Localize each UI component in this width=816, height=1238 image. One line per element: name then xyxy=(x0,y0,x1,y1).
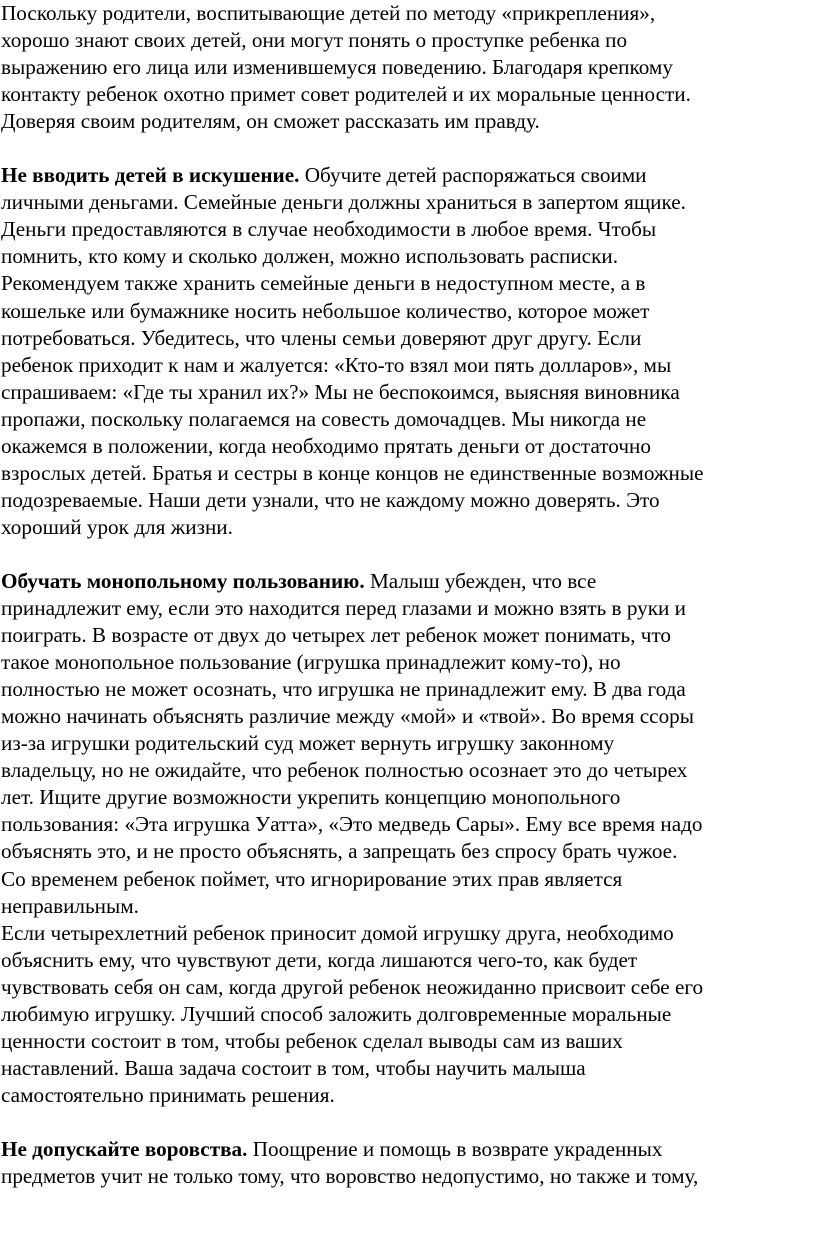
text-line: из-за игрушки родительский суд может вернуть игрушку законному xyxy=(1,731,615,756)
section-heading: Не вводить детей в искушение. xyxy=(1,163,300,188)
text-line: Если четырехлетний ребенок приносит домой игрушку друга, необходимо xyxy=(1,920,674,945)
text-line: поиграть. В возрасте от двух до четырех лет ребенок может понимать, что xyxy=(1,623,672,648)
section-heading: Не допускайте воровства. xyxy=(1,1136,248,1161)
text-line: наставлений. Ваша задача состоит в том, чтобы научить малыша xyxy=(1,1055,586,1080)
text-line: кошельке или бумажнике носить небольшое количество, которое может xyxy=(1,298,650,323)
text-run: Малыш убежден, что все xyxy=(364,568,597,593)
text-line: Поскольку родители, воспитывающие детей по методу «прикрепления», xyxy=(1,1,656,25)
text-line: выражению его лица или изменившемуся поведению. Благодаря крепкому xyxy=(1,55,673,80)
text-line: можно начинать объяснять различие между «мой» и «твой». Во время ссоры xyxy=(1,704,694,729)
section-theft xyxy=(1,1136,816,1190)
text-line: хороший урок для жизни. xyxy=(1,514,233,539)
text-line: объяснять это, и не просто объяснять, а запрещать без спросу брать чужое. xyxy=(1,839,678,864)
text-line: лет. Ищите другие возможности укрепить концепцию монопольного xyxy=(1,785,621,810)
text-line: контакту ребенок охотно примет совет родителей и их моральные ценности. xyxy=(1,82,691,107)
text-line: самостоятельно принимать решения. xyxy=(1,1082,335,1107)
text-line: личными деньгами. Семейные деньги должны храниться в запертом ящике. xyxy=(1,190,686,215)
text-line: объяснить ему, что чувствуют дети, когда лишаются чего-то, как будет xyxy=(1,947,638,972)
text-line: неправильным. xyxy=(1,893,139,918)
section-ownership xyxy=(1,568,816,1109)
text-line: принадлежит ему, если это находится перед глазами и можно взять в руки и xyxy=(1,596,687,621)
text-line: ценности состоит в том, чтобы ребенок сделал выводы сам из ваших xyxy=(1,1028,623,1053)
section-temptation xyxy=(1,162,816,541)
text-line: ребенок приходит к нам и жалуется: «Кто-то взял мои пять долларов», мы xyxy=(1,352,672,377)
text-line: помнить, кто кому и сколько должен, можно использовать расписки. xyxy=(1,244,619,269)
text-line xyxy=(1,162,816,189)
text-line: Деньги предоставляются в случае необходимости в любое время. Чтобы xyxy=(1,217,657,242)
text-line xyxy=(1,1136,816,1163)
text-line: чувствовать себя он сам, когда другой ребенок неожиданно присвоит себе его xyxy=(1,974,704,999)
text-line: подозреваемые. Наши дети узнали, что не каждому можно доверять. Это xyxy=(1,487,660,512)
paragraph-spacer xyxy=(1,1109,816,1136)
text-line: потребоваться. Убедитесь, что члены семьи доверяют друг другу. Если xyxy=(1,325,642,350)
text-line: окажемся в положении, когда необходимо прятать деньги от достаточно xyxy=(1,433,651,458)
paragraph-attachment-parenting xyxy=(1,0,816,135)
text-line: пропажи, поскольку полагаемся на совесть домочадцев. Мы никогда не xyxy=(1,406,647,431)
text-line: пользования: «Эта игрушка Уатта», «Это медведь Сары». Ему все время надо xyxy=(1,812,703,837)
text-line: Доверяя своим родителям, он сможет рассказать им правду. xyxy=(1,109,540,134)
text-line: Со временем ребенок поймет, что игнорирование этих прав является xyxy=(1,866,623,891)
text-line: хорошо знают своих детей, они могут понять о проступке ребенка по xyxy=(1,28,628,53)
paragraph-spacer xyxy=(1,541,816,568)
document-page xyxy=(1,0,816,1190)
text-line: такое монопольное пользование (игрушка принадлежит кому-то), но xyxy=(1,650,621,675)
text-line: спрашиваем: «Где ты хранил их?» Мы не беспокоимся, выясняя виновника xyxy=(1,379,680,404)
text-line xyxy=(1,568,816,595)
text-run: Обучите детей распоряжаться своими xyxy=(299,163,647,188)
text-run: Поощрение и помощь в возврате украденных xyxy=(247,1136,663,1161)
text-line: предметов учит не только тому, что воровство недопустимо, но также и тому, xyxy=(1,1164,699,1189)
text-line: любимую игрушку. Лучший способ заложить долговременные моральные xyxy=(1,1001,672,1026)
section-heading: Обучать монопольному пользованию. xyxy=(1,568,365,593)
text-line: взрослых детей. Братья и сестры в конце концов не единственные возможные xyxy=(1,460,704,485)
text-line: владельцу, но не ожидайте, что ребенок полностью осознает это до четырех xyxy=(1,758,688,783)
text-line: Рекомендуем также хранить семейные деньги в недоступном месте, а в xyxy=(1,271,646,296)
paragraph-spacer xyxy=(1,135,816,162)
text-line: полностью не может осознать, что игрушка не принадлежит ему. В два года xyxy=(1,677,686,702)
